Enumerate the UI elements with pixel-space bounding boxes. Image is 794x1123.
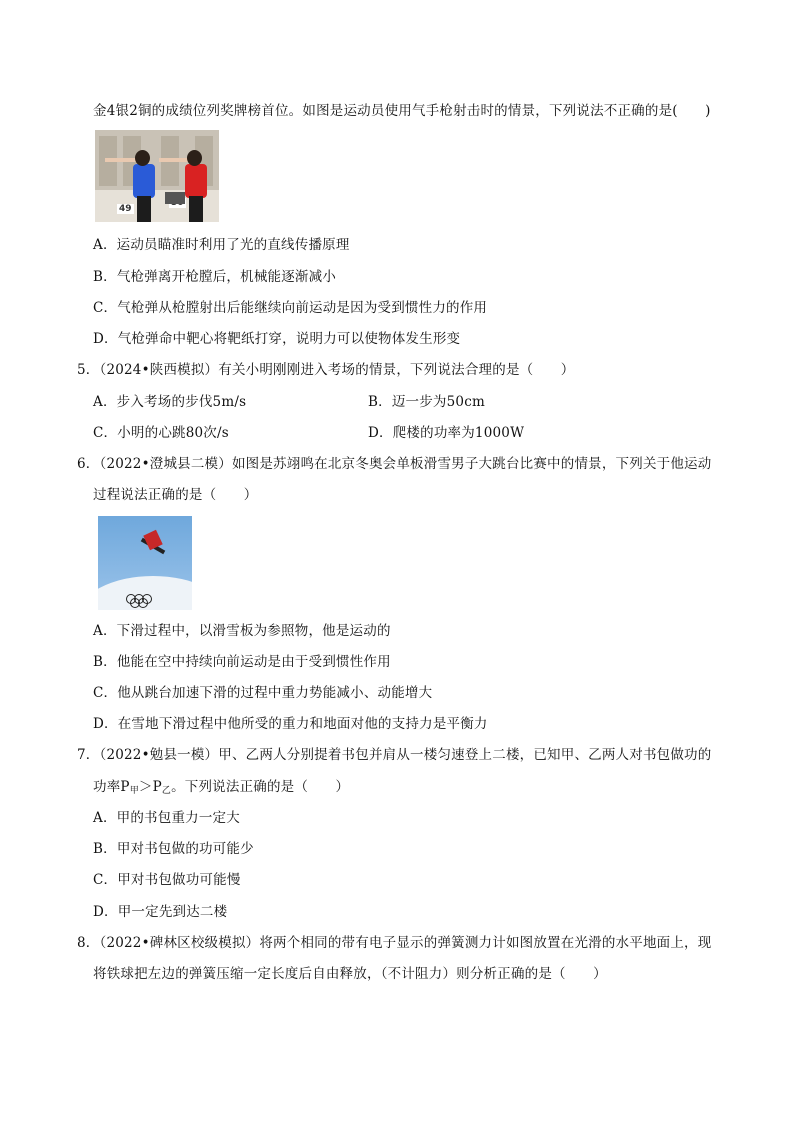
q7-option-a: A．甲的书包重力一定大 <box>93 810 240 826</box>
q4-stem-tail: 金4银2铜的成绩位列奖牌榜首位。如图是运动员使用气手枪射击时的情景，下列说法不正确的是( ) <box>93 103 711 119</box>
snowboard-photo <box>98 516 192 610</box>
q4-option-c: C．气枪弹从枪膛射出后能继续向前运动是因为受到惯性力的作用 <box>93 300 488 316</box>
q6-stem-cont: 过程说法正确的是（ ） <box>93 487 258 503</box>
q6-option-a: A．下滑过程中，以滑雪板为参照物，他是运动的 <box>93 623 391 639</box>
q7-option-b: B．甲对书包做的功可能少 <box>93 841 254 857</box>
q6-option-b: B．他能在空中持续向前运动是由于受到惯性作用 <box>93 654 391 670</box>
q6-stem: 6．（2022•澄城县二模）如图是苏翊鸣在北京冬奥会单板滑雪男子大跳台比赛中的情景，下列关于他运动 <box>77 456 712 472</box>
q8-stem: 8．（2022•碑林区校级模拟）将两个相同的带有电子显示的弹簧测力计如图放置在光滑的水平地面上，现 <box>77 935 712 951</box>
q4-option-b: B．气枪弹离开枪膛后，机械能逐渐减小 <box>93 269 337 285</box>
q7-stem-cont: 功率$P_甲>P_乙$。下列说法正确的是（ ） <box>93 779 350 796</box>
q6-option-d: D．在雪地下滑过程中他所受的重力和地面对他的支持力是平衡力 <box>93 716 488 732</box>
q5-option-a: A．步入考场的步伐5m/s <box>93 394 247 410</box>
q5-option-b: B．迈一步为50cm <box>368 394 485 410</box>
q6-option-c: C．他从跳台加速下滑的过程中重力势能减小、动能增大 <box>93 685 433 701</box>
q7-stem: 7．（2022•勉县一模）甲、乙两人分别提着书包并肩从一楼匀速登上二楼，已知甲、乙两人对书包做功的 <box>77 747 712 763</box>
q5-stem: 5．（2024•陕西模拟）有关小明刚刚进入考场的情景，下列说法合理的是（ ） <box>77 362 575 378</box>
q7-option-c: C．甲对书包做功可能慢 <box>93 872 241 888</box>
q4-option-a: A．运动员瞄准时利用了光的直线传播原理 <box>93 237 350 253</box>
q5-option-c: C．小明的心跳80次/s <box>93 425 229 441</box>
lane-number: 49 <box>119 204 132 214</box>
q7-option-d: D．甲一定先到达二楼 <box>93 904 228 920</box>
q5-option-d: D．爬楼的功率为1000W <box>368 425 525 441</box>
q8-stem-cont: 将铁球把左边的弹簧压缩一定长度后自由释放，（不计阻力）则分析正确的是（ ） <box>93 966 607 982</box>
q4-option-d: D．气枪弹命中靶心将靶纸打穿，说明力可以使物体发生形变 <box>93 331 461 347</box>
shooting-photo <box>95 130 219 222</box>
olympic-rings-icon <box>126 594 166 604</box>
